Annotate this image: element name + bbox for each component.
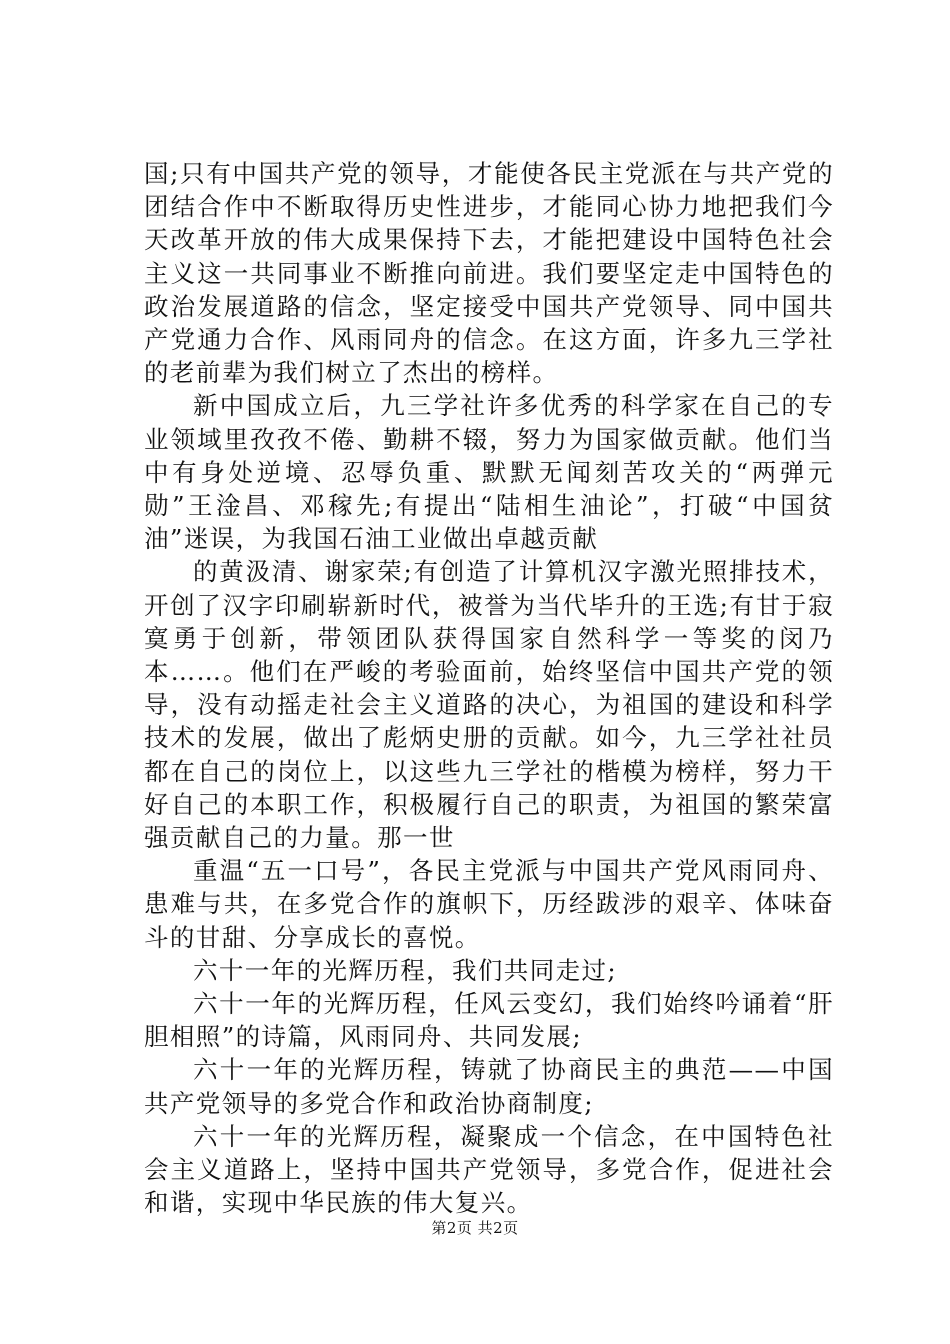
paragraph-may-first-slogan: 重温“五一口号”，各民主党派与中国共产党风雨同舟、患难与共，在多党合作的旗帜下，历经跋涉的艰辛、体味奋斗的甘甜、分享成长的喜悦。 (144, 856, 834, 952)
paragraph-sixty-one-years-1: 六十一年的光辉历程，我们共同走过; (193, 955, 618, 985)
paragraph-sixty-one-years-2: 六十一年的光辉历程，任风云变幻，我们始终吟诵着“肝胆相照”的诗篇，风雨同舟、共同发展; (144, 989, 834, 1052)
paragraph-continuation: 国;只有中国共产党的领导，才能使各民主党派在与共产党的团结合作中不断取得历史性进步，才能同心协力地把我们今天改革开放的伟大成果保持下去，才能把建设中国特色社会主义这一共同事业不断推向前进。我们要坚定走中国特色的政治发展道路的信念，坚定接受中国共产党领导、同中国共产党通力合作、风雨同舟的信念。在这方面，许多九三学社的老前辈为我们树立了杰出的榜样。 (144, 159, 834, 388)
page-number-footer: 第2页 共2页 (431, 1219, 519, 1237)
paragraph-sixty-one-years-4: 六十一年的光辉历程，凝聚成一个信念，在中国特色社会主义道路上，坚持中国共产党领导，多党合作，促进社会和谐，实现中华民族的伟大复兴。 (144, 1121, 834, 1218)
paragraph-scientists-continued: 的黄汲清、谢家荣;有创造了计算机汉字激光照排技术，开创了汉字印刷崭新时代，被誉为当代毕升的王选;有甘于寂寞勇于创新，带领团队获得国家自然科学一等奖的闵乃本……。他们在严峻的考验面前，始终坚信中国共产党的领导，没有动摇走社会主义道路的决心，为祖国的建设和科学技术的发展，做出了彪炳史册的贡献。如今，九三学社社员都在自己的岗位上，以这些九三学社的楷模为榜样，努力干好自己的本职工作，积极履行自己的职责，为祖国的繁荣富强贡献自己的力量。那一世 (144, 557, 834, 853)
document-body (144, 157, 834, 1220)
paragraph-scientists: 新中国成立后，九三学社许多优秀的科学家在自己的专业领域里孜孜不倦、勤耕不辍，努力为国家做贡献。他们当中有身处逆境、忍辱负重、默默无闻刻苦攻关的“两弹元勋”王淦昌、邓稼先;有提出“陆相生油论”，打破“中国贫油”迷误，为我国石油工业做出卓越贡献 (144, 391, 834, 554)
paragraph-sixty-one-years-3: 六十一年的光辉历程，铸就了协商民主的典范——中国共产党领导的多党合作和政治协商制度; (144, 1055, 834, 1118)
